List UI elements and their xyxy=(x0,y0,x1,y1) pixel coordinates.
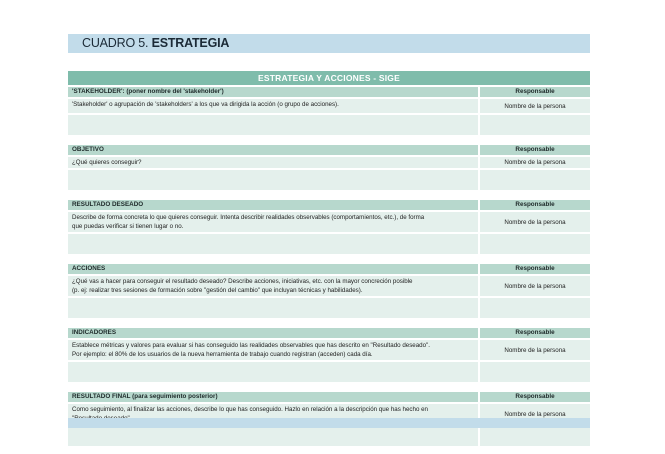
section-gap xyxy=(68,382,590,392)
empty-row xyxy=(68,115,590,135)
table-title: ESTRATEGIA Y ACCIONES - SIGE xyxy=(68,71,590,85)
responsible-header: Responsable xyxy=(480,264,590,274)
section-label: RESULTADO FINAL (para seguimiento posterior) xyxy=(68,392,478,402)
section-header-objetivo xyxy=(68,145,590,155)
page-title xyxy=(82,36,229,51)
section-label: 'STAKEHOLDER': (poner nombre del 'stakeholder') xyxy=(68,87,478,97)
responsible-name: Nombre de la persona xyxy=(480,404,590,424)
responsible-header: Responsable xyxy=(480,392,590,402)
empty-row xyxy=(68,362,590,382)
section-gap xyxy=(68,254,590,264)
strategy-table xyxy=(68,71,590,446)
section-description: Describe de forma concreta lo que quieres conseguir. Intenta describir realidades observables (comportamientos, etc.), de forma que puedas verificar si tienen lugar o no. xyxy=(68,212,478,232)
responsible-header: Responsable xyxy=(480,87,590,97)
section-description: Como seguimiento, al finalizar las acciones, describe lo que has conseguido. Hazlo en relación a la descripción que has hecho en xyxy=(68,404,478,424)
section-gap xyxy=(68,318,590,328)
responsible-name: Nombre de la persona xyxy=(480,276,590,296)
section-body-resultado-deseado xyxy=(68,212,590,232)
title-prefix: CUADRO 5. xyxy=(82,36,149,50)
section-body-stakeholder xyxy=(68,99,590,113)
responsible-name: Nombre de la persona xyxy=(480,212,590,232)
section-body-indicadores xyxy=(68,340,590,360)
section-description: ¿Qué vas a hacer para conseguir el resultado deseado? Describe acciones, iniciativas, etc. con la mayor concreción posible (p. ej: realizar tres sesiones de formación sobre "gestión del cambio" que incluyan técnicas y habilidades). xyxy=(68,276,478,296)
empty-row xyxy=(68,426,590,446)
section-header-resultado-final xyxy=(68,392,590,402)
section-body-acciones xyxy=(68,276,590,296)
bottom-band xyxy=(68,418,590,428)
section-description: 'Stakeholder' o agrupación de 'stakeholders' a los que va dirigida la acción (o grupo de acciones). xyxy=(68,99,478,113)
section-header-resultado-deseado xyxy=(68,200,590,210)
section-header-stakeholder xyxy=(68,87,590,97)
section-description: Establece métricas y valores para evaluar si has conseguido las realidades observables que has descrito en "Resultado deseado". Por ejemplo: el 80% de los usuarios de la nueva herramienta de trabajo cuando registran (acceden) cada día. xyxy=(68,340,478,360)
section-label: RESULTADO DESEADO xyxy=(68,200,478,210)
responsible-header: Responsable xyxy=(480,328,590,338)
section-gap xyxy=(68,135,590,145)
responsible-name: Nombre de la persona xyxy=(480,99,590,113)
title-band xyxy=(68,34,590,53)
section-header-indicadores xyxy=(68,328,590,338)
section-gap xyxy=(68,190,590,200)
section-body-objetivo xyxy=(68,157,590,168)
empty-row xyxy=(68,234,590,254)
section-description: ¿Qué quieres conseguir? xyxy=(68,157,478,168)
section-header-acciones xyxy=(68,264,590,274)
responsible-name: Nombre de la persona xyxy=(480,340,590,360)
responsible-header: Responsable xyxy=(480,145,590,155)
responsible-name: Nombre de la persona xyxy=(480,157,590,168)
section-label: ACCIONES xyxy=(68,264,478,274)
empty-row xyxy=(68,298,590,318)
title-bold: ESTRATEGIA xyxy=(151,36,230,50)
section-label: OBJETIVO xyxy=(68,145,478,155)
empty-row xyxy=(68,170,590,190)
responsible-header: Responsable xyxy=(480,200,590,210)
section-label: INDICADORES xyxy=(68,328,478,338)
